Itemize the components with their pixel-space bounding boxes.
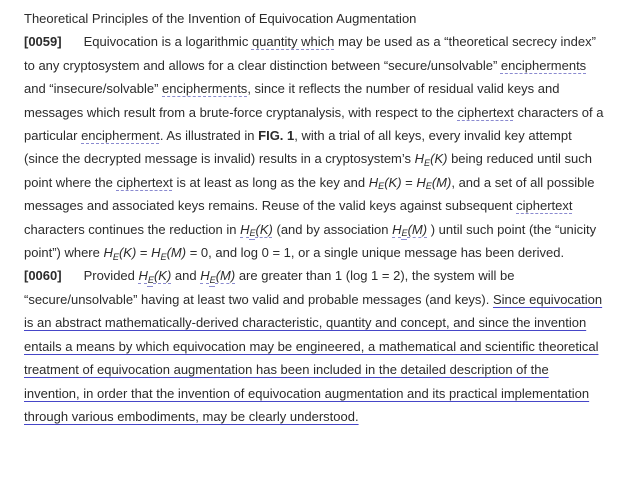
text-segment: = 0, and log 0 = 1, or a single unique message has been derived. (186, 245, 565, 261)
text-segment: E (112, 251, 119, 262)
text-segment: (K) (255, 221, 273, 237)
text-segment: (K) (384, 174, 402, 190)
text-segment: (M) (431, 174, 452, 190)
text-segment: encipherments (162, 81, 248, 97)
text-segment: H (200, 268, 210, 284)
text-segment: E (425, 181, 432, 192)
text-segment: are greater than 1 (log 1 = 2), the system will be “secure/unsolvable” having at least two valid and probable messages (and keys). (24, 268, 515, 307)
text-segment: , with a trial of all keys, every invalid key attempt (since the decrypted message is invalid) results in a cryptosystem’s (24, 128, 572, 167)
text-segment: may be used as a “theoretical secrecy index” to any cryptosystem and allows for a clear distinction between “secure/unsolvable” (24, 34, 596, 73)
text-segment: ciphertext (516, 198, 573, 214)
text-segment: characters continues the reduction in (24, 221, 241, 237)
text-segment: H (416, 174, 426, 190)
text-segment: encipherment (81, 128, 160, 144)
text-segment: , since it reflects the number of residual valid keys and messages which result from a brute-force cryptanalysis, with respect to the (24, 81, 560, 120)
text-segment: Since equivocation is an abstract mathematically-derived characteristic, quantity and concept, and since the invention entails a means by which equivocation may be engineered, a mathematical and scientific theoretical treatment of equivocation augmentation has been included in the detailed description of the invention, in order that the invention of equivocation augmentation and its practical implementation through various embodiments, may be clearly understood. (24, 291, 603, 424)
text-segment: (K) (153, 268, 172, 284)
text-segment: H (240, 221, 250, 237)
text-segment: E (147, 275, 154, 286)
patent-document (24, 7, 604, 428)
text-segment: , and a set of all possible messages and associated keys remains. Reuse of the valid keys against subsequent (24, 174, 595, 214)
text-segment: and “insecure/solvable” (24, 81, 163, 97)
text-segment: characters of a particular (24, 104, 604, 144)
text-segment: E (160, 251, 167, 262)
text-segment: (M) (215, 268, 236, 284)
section-heading: Theoretical Principles of the Invention of Equivocation Augmentation (24, 11, 417, 26)
text-segment: H (103, 245, 113, 261)
text-segment: and (171, 268, 201, 284)
text-segment: E (401, 228, 408, 239)
text-segment: FIG. 1 (258, 128, 295, 144)
text-segment: quantity which (251, 34, 335, 50)
text-segment: ciphertext (116, 174, 173, 190)
text-segment: H (392, 221, 402, 237)
paragraph (24, 264, 604, 428)
text-segment: being reduced until such point where the (24, 151, 593, 190)
document-paragraphs (24, 30, 604, 428)
text-segment: E (249, 228, 256, 239)
paragraph-number: [0059] (24, 34, 62, 50)
text-segment: . As illustrated in (159, 128, 259, 144)
paragraph (24, 30, 604, 264)
text-segment: is at least as long as the key and (172, 174, 369, 190)
text-segment: H (368, 174, 379, 190)
text-segment: = (401, 174, 417, 190)
text-segment: ciphertext (457, 104, 514, 120)
paragraph-number: [0060] (24, 268, 62, 284)
text-segment: (K) (430, 151, 448, 167)
text-segment: E (378, 181, 385, 192)
text-segment: E (424, 157, 431, 168)
text-segment: E (209, 275, 216, 286)
text-segment: (M) (166, 245, 187, 261)
text-segment: Equivocation is a logarithmic (83, 34, 252, 50)
text-segment: H (138, 268, 148, 284)
text-segment: ) until such point (the “unicity point”) where (24, 221, 597, 261)
text-segment: encipherments (500, 57, 587, 73)
text-segment: H (151, 245, 161, 261)
text-segment: (and by association (272, 221, 393, 237)
text-segment: Provided (83, 268, 139, 284)
text-segment: = (136, 245, 152, 261)
text-segment: (K) (118, 245, 137, 261)
text-segment: (M) (407, 221, 428, 237)
text-segment: H (414, 151, 425, 167)
